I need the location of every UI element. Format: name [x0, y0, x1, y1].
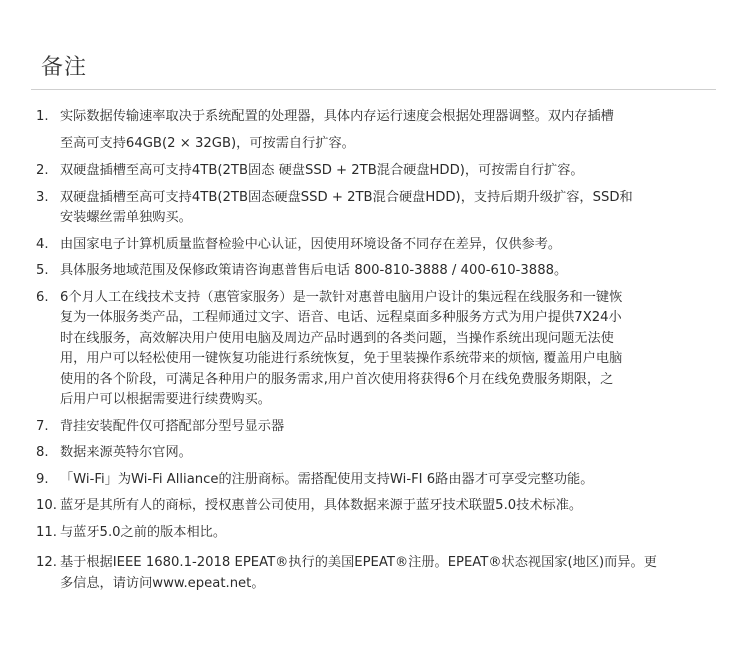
note-number: 10. [36, 498, 57, 513]
note-text: 基于根据IEEE 1680.1-2018 EPEAT®执行的美国EPEAT®注册。EPEAT®状态视国家(地区)而异。更 多信息，请访问www.epeat.net。 [60, 555, 657, 591]
note-text: 具体服务地域范围及保修政策请咨询惠普售后电话 800-810-3888 / 400-610-3888。 [60, 263, 568, 278]
note-number: 4. [36, 236, 49, 252]
note-text: 6个月人工在线技术支持（惠管家服务）是一款针对惠普电脑用户设计的集远程在线服务和一键恢 复为一体服务类产品，工程师通过文字、语音、电话、远程桌面多种服务方式为用户提供7X24小 时在线服务，高效解决用户使用电脑及周边产品时遇到的各类问题，当操作系统出现问题无法使 用，用户可以轻松使用一键恢复功能进行系统恢复，免于里装操作系统带来的烦恼, 覆盖用户电脑 使用的各个阶段，可满足各种用户的服务需求,用户首次使用将获得6个月在线免费服务期限，之 后用户可以根据需要进行续费购买。 [60, 289, 623, 407]
note-item-10 [36, 496, 726, 517]
note-number: 6. [36, 289, 49, 305]
note-text: 实际数据传输速率取决于系统配置的处理器，具体内存运行速度会根据处理器调整。双内存插槽 至高可支持64GB(2 × 32GB)，可按需自行扩容。 [60, 109, 614, 151]
note-number: 5. [36, 263, 49, 278]
note-text: 背挂安装配件仅可搭配部分型号显示器 [60, 418, 285, 434]
note-number: 2. [36, 163, 49, 178]
note-item-8 [36, 443, 726, 464]
note-item-7 [36, 417, 726, 438]
note-text: 蓝牙是其所有人的商标，授权惠普公司使用，具体数据来源于蓝牙技术联盟5.0技术标准。 [60, 498, 583, 513]
note-item-6 [36, 288, 726, 411]
notes-list [36, 103, 726, 600]
note-text: 与蓝牙5.0之前的版本相比。 [60, 524, 227, 540]
note-number: 11. [36, 524, 57, 540]
note-number: 7. [36, 418, 49, 434]
note-text: 双硬盘插槽至高可支持4TB(2TB固态硬盘SSD + 2TB混合硬盘HDD)，支持后期升级扩容，SSD和 安装螺丝需单独购买。 [60, 189, 633, 225]
note-number: 12. [36, 555, 57, 570]
note-item-11 [36, 523, 726, 544]
note-number: 1. [36, 109, 49, 124]
note-text: 「Wi-Fi」为Wi-Fi Alliance的注册商标。需搭配使用支持Wi-FI 6路由器才可享受完整功能。 [60, 471, 594, 487]
note-number: 8. [36, 445, 49, 460]
note-item-12 [36, 553, 726, 594]
note-text: 数据来源英特尔官网。 [60, 445, 192, 460]
note-item-3 [36, 188, 726, 229]
note-text: 双硬盘插槽至高可支持4TB(2TB固态 硬盘SSD + 2TB混合硬盘HDD)，可按需自行扩容。 [60, 163, 584, 178]
note-item-4 [36, 235, 726, 256]
note-item-5 [36, 261, 726, 282]
note-item-9 [36, 470, 726, 491]
note-item-2 [36, 161, 726, 182]
note-number: 9. [36, 471, 49, 487]
title-divider [31, 89, 716, 90]
note-text: 由国家电子计算机质量监督检验中心认证，因使用环境设备不同存在差异，仅供参考。 [60, 236, 562, 252]
page-title: 备注 [41, 55, 88, 80]
note-item-1 [36, 103, 726, 157]
note-number: 3. [36, 189, 49, 205]
